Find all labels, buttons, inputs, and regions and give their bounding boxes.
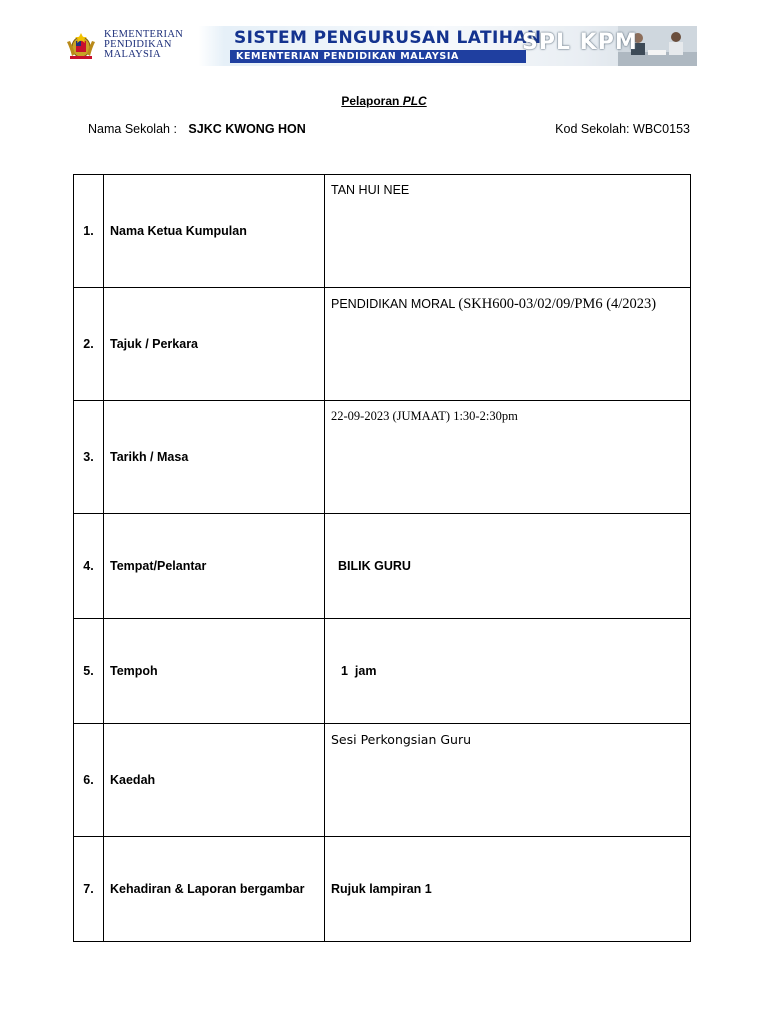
- row-value: [325, 288, 691, 401]
- code-label: Kod Sekolah:: [555, 122, 630, 136]
- code-value: WBC0153: [633, 122, 690, 136]
- row-label: Tempat/Pelantar: [104, 514, 325, 619]
- ministry-line-1: KEMENTERIAN: [104, 29, 184, 40]
- title-emphasis: PLC: [402, 94, 427, 108]
- ministry-line-2: PENDIDIKAN: [104, 39, 172, 50]
- header-banner: [58, 26, 697, 66]
- ministry-line-3: MALAYSIA: [104, 49, 161, 60]
- table-row: [74, 837, 691, 942]
- system-subtitle: KEMENTERIAN PENDIDIKAN MALAYSIA: [230, 50, 526, 63]
- row-number: 4.: [74, 514, 104, 619]
- school-name: SJKC KWONG HON: [188, 122, 306, 136]
- table-row: [74, 619, 691, 724]
- row-value: [325, 619, 691, 724]
- document-title: [0, 94, 768, 108]
- row-label: Kehadiran & Laporan bergambar: [104, 837, 325, 942]
- system-title: SISTEM PENGURUSAN LATIHAN: [234, 28, 542, 48]
- row-label: Tempoh: [104, 619, 325, 724]
- duration-value: 1 jam: [341, 664, 377, 678]
- table-row: [74, 175, 691, 288]
- row-number: 7.: [74, 837, 104, 942]
- table-row: [74, 401, 691, 514]
- spl-kpm-logo: SPL KPM: [522, 30, 638, 55]
- table-row: [74, 724, 691, 837]
- row-number: 6.: [74, 724, 104, 837]
- row-number: 1.: [74, 175, 104, 288]
- row-label: Tajuk / Perkara: [104, 288, 325, 401]
- venue-value: BILIK GURU: [338, 559, 411, 573]
- row-value: Sesi Perkongsian Guru: [325, 724, 691, 837]
- table-row: [74, 514, 691, 619]
- row-value: TAN HUI NEE: [325, 175, 691, 288]
- row-number: 5.: [74, 619, 104, 724]
- row-number: 3.: [74, 401, 104, 514]
- subject-name: PENDIDIKAN MORAL: [331, 297, 455, 311]
- table-row: [74, 288, 691, 401]
- subject-reference: (SKH600-03/02/09/PM6 (4/2023): [458, 296, 657, 312]
- school-info: [88, 122, 306, 136]
- report-table: [73, 174, 691, 942]
- row-value: Rujuk lampiran 1: [325, 837, 691, 942]
- row-label: Kaedah: [104, 724, 325, 837]
- row-label: Nama Ketua Kumpulan: [104, 175, 325, 288]
- school-code-info: [555, 122, 690, 136]
- row-value: [325, 514, 691, 619]
- ministry-name: [104, 30, 183, 60]
- school-label: Nama Sekolah :: [88, 122, 177, 136]
- coat-of-arms-icon: [64, 30, 98, 62]
- row-label: Tarikh / Masa: [104, 401, 325, 514]
- row-number: 2.: [74, 288, 104, 401]
- title-prefix: Pelaporan: [341, 94, 400, 108]
- row-value: 22-09-2023 (JUMAAT) 1:30-2:30pm: [325, 401, 691, 514]
